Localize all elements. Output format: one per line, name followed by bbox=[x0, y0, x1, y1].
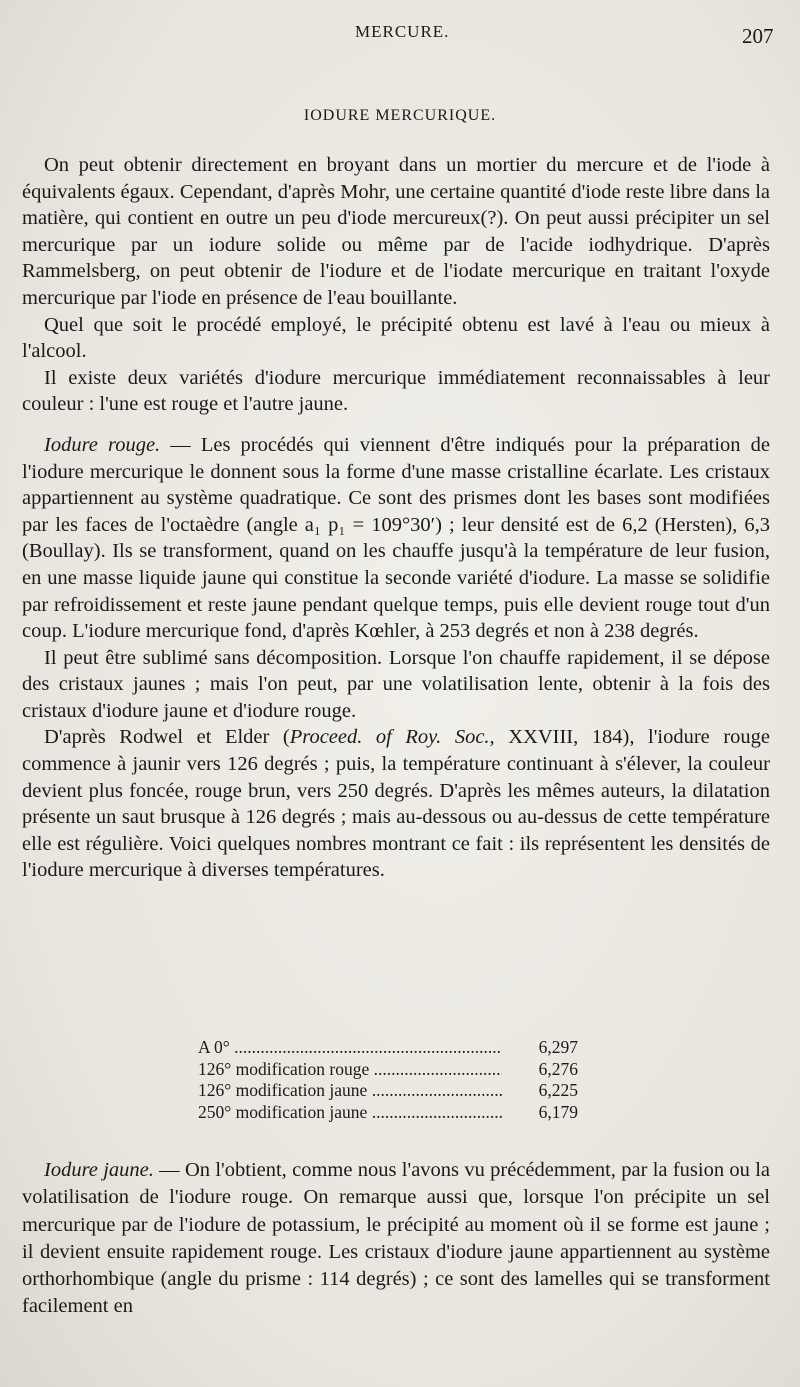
iodure-jaune-text: — On l'obtient, comme nous l'avons vu précédemment, par la fusion ou la volatilisation de l'iodure rouge. On remarque aussi que, lorsque l'on précipite un sel mercurique par de l'iodure de potassium, le précipité au moment où il se forme est jaune ; il devient ensuite rapidement rouge. Les cristaux d'iodure jaune appartiennent au système orthorhombique (angle du prisme : 114 degrés) ; ce sont des lamelles qui se transforment facilement en bbox=[22, 1159, 770, 1318]
paragraph-preparation: On peut obtenir directement en broyant dans un mortier du mercure et de l'iode à équivalents égaux. Cependant, d'après Mohr, une certaine quantité d'iode reste libre dans la matière, qui contient en outre un peu d'iode mercureux(?). On peut aussi précipiter un sel mercurique par un iodure solide ou même par de l'acide iodhydrique. D'après Rammelsberg, on peut obtenir de l'iodure et de l'iodate mercurique en traitant l'oxyde mercurique par l'iode en présence de l'eau bouillante. bbox=[22, 154, 770, 309]
iodure-jaune-heading: Iodure jaune. bbox=[44, 1159, 154, 1181]
table-row-value: 6,276 bbox=[538, 1058, 578, 1079]
table-row-label: A 0° ..... bbox=[198, 1037, 502, 1059]
paragraph-iodure-rouge bbox=[22, 432, 770, 645]
iodure-rouge-text: — Les procédés qui viennent d'être indiqués pour la préparation de l'iodure mercurique le donnent sous la forme d'une masse cristalline écarlate. Les cristaux appartiennent au système quadratique. Ce sont des prismes dont les bases sont modifiées par les faces de l'octaèdre (angle a₁ p₁ = 109°30′) ; leur densité est de 6,2 (Hersten), 6,3 (Boullay). Ils se transforment, quand on les chauffe jusqu'à la température de leur fusion, en une masse liquide jaune qui constitue la seconde variété d'iodure. La masse se solidifie par refroidissement et reste jaune pendant quelque temps, puis elle devient rouge tout d'un coup. L'iodure mercurique fond, d'après Kœhler, à 253 degrés et non à 238 degrés. bbox=[22, 433, 770, 643]
main-text-continued bbox=[22, 1157, 770, 1321]
paragraph-rodwel-elder bbox=[22, 724, 770, 884]
table-row-label: 126° modification jaune ..... bbox=[198, 1080, 502, 1102]
density-table bbox=[198, 1037, 578, 1123]
paragraph-iodure-jaune bbox=[22, 1157, 770, 1321]
table-row bbox=[198, 1037, 578, 1059]
table-row bbox=[198, 1102, 578, 1124]
table-row-value: 6,179 bbox=[538, 1101, 578, 1122]
table-row-label: 250° modification jaune ..... bbox=[198, 1102, 502, 1124]
rodwel-text-b: , XXVIII, 184), l'iodure rouge commence à jaunir vers 126 degrés ; puis, la température continuant à s'élever, la couleur devient plus foncée, rouge brun, vers 250 degrés. D'après les mêmes auteurs, la dilatation présente un saut brusque à 126 degrés ; mais au-dessous ou au-dessus de cette température elle est régulière. Voici quelques nombres montrant ce fait : ils représentent les densités de l'iodure mercurique à diverses températures. bbox=[22, 726, 770, 882]
paragraph-washing: Quel que soit le procédé employé, le précipité obtenu est lavé à l'eau ou mieux à l'alcool. bbox=[22, 313, 770, 363]
table-row bbox=[198, 1080, 578, 1102]
table-row-label: 126° modification rouge ..... bbox=[198, 1059, 502, 1081]
paragraph-varieties: Il existe deux variétés d'iodure mercurique immédiatement reconnaissables à leur couleur : l'une est rouge et l'autre jaune. bbox=[22, 366, 770, 416]
paragraph-sublimation: Il peut être sublimé sans décomposition. Lorsque l'on chauffe rapidement, il se dépose des cristaux jaunes ; mais l'on peut, par une volatilisation lente, obtenir à la fois des cristaux d'iodure jaune et d'iodure rouge. bbox=[22, 646, 770, 722]
running-head: MERCURE. bbox=[355, 22, 450, 41]
rodwel-text-a: D'après Rodwel et Elder ( bbox=[44, 726, 290, 749]
table-row bbox=[198, 1059, 578, 1081]
journal-reference: Proceed. of Roy. Soc. bbox=[289, 726, 490, 749]
page-number: 207 bbox=[742, 24, 774, 48]
table-row-value: 6,225 bbox=[538, 1080, 578, 1100]
table-row-value: 6,297 bbox=[538, 1037, 578, 1057]
main-text bbox=[22, 152, 770, 884]
iodure-rouge-heading: Iodure rouge. bbox=[44, 433, 161, 456]
section-title: IODURE MERCURIQUE. bbox=[303, 107, 497, 124]
page-header bbox=[0, 22, 800, 46]
